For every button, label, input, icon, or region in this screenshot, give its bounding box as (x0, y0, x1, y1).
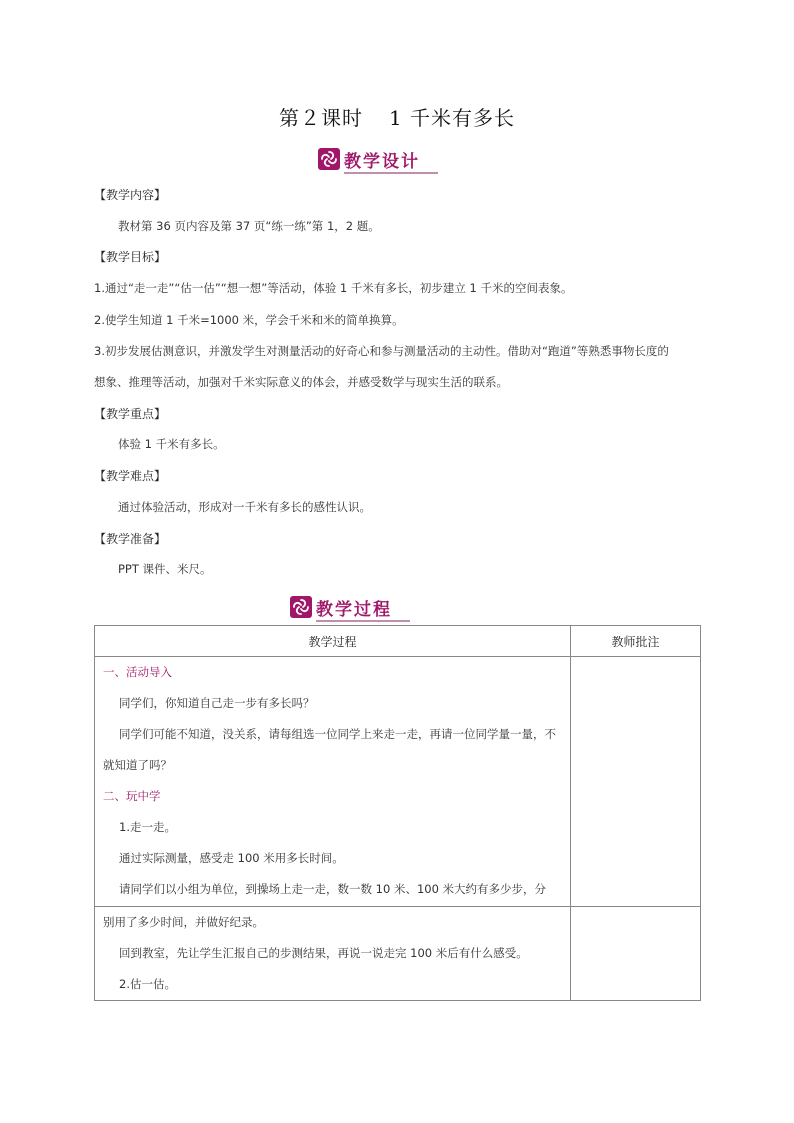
content-heading: 【教学内容】 (94, 188, 167, 202)
lesson-number: 第２课时 (278, 106, 363, 130)
text-line: 同学们，你知道自己走一步有多长吗？ (119, 696, 315, 710)
banner-underline (316, 620, 410, 622)
preparation-text: PPT 课件、米尺。 (118, 562, 212, 576)
banner-title: 教学过程 (316, 599, 392, 620)
banner-teaching-process (290, 594, 410, 620)
difficulty-heading: 【教学难点】 (94, 469, 167, 483)
table-row (95, 907, 701, 1001)
text-line: 就知道了吗？ (103, 758, 172, 772)
lesson-title (0, 102, 794, 131)
text-line: 同学们可能不知道，没关系，请每组选一位同学上来走一走，再请一位同学量一量，不 (119, 727, 556, 741)
table-header-row (95, 626, 701, 657)
section-heading-intro: 一、活动导入 (103, 665, 172, 679)
key-points-text: 体验 1 千米有多长。 (118, 437, 225, 451)
process-cell (95, 907, 571, 1001)
goal-2: 2.使学生知道 1 千米=1000 米，学会千米和米的简单换算。 (94, 313, 404, 327)
text-line: 1.走一走。 (119, 820, 176, 834)
text-line: 请同学们以小组为单位，到操场上走一走，数一数 10 米、100 米大约有多少步，分 (119, 882, 547, 896)
process-cell (95, 657, 571, 907)
teacher-notes-cell (571, 907, 701, 1001)
teacher-notes-cell (571, 657, 701, 907)
header-teacher-notes: 教师批注 (571, 626, 701, 657)
goal-1: 1.通过“走一走”“估一估”“想一想”等活动，体验 1 千米有多长，初步建立 1 千米的空间表象。 (94, 281, 573, 295)
text-line: 回到教室，先让学生汇报自己的步测结果，再说一说走完 100 米后有什么感受。 (119, 946, 528, 960)
text-line: 别用了多少时间，并做好纪录。 (103, 915, 264, 929)
difficulty-text: 通过体验活动，形成对一千米有多长的感性认识。 (118, 500, 371, 514)
goals-heading: 【教学目标】 (94, 250, 167, 264)
goal-3-line-1: 3.初步发展估测意识，并激发学生对测量活动的好奇心和参与测量活动的主动性。借助对“跑道”等熟悉事物长度的 (94, 344, 669, 358)
process-table (94, 625, 701, 1001)
swirl-logo-icon (318, 148, 340, 170)
lesson-topic: 1 千米有多长 (388, 106, 516, 130)
preparation-heading: 【教学准备】 (94, 532, 167, 546)
key-points-heading: 【教学重点】 (94, 407, 167, 421)
banner-title: 教学设计 (344, 151, 420, 172)
content-text: 教材第 36 页内容及第 37 页“练一练”第 1，2 题。 (118, 219, 380, 233)
header-process: 教学过程 (95, 626, 571, 657)
goal-3-line-2: 想象、推理等活动，加强对千米实际意义的体会，并感受数学与现实生活的联系。 (94, 375, 508, 389)
table-row (95, 657, 701, 907)
text-line: 2.估一估。 (119, 977, 176, 991)
swirl-logo-icon (290, 596, 312, 618)
banner-teaching-design (318, 146, 438, 172)
banner-underline (344, 172, 438, 174)
section-heading-play: 二、玩中学 (103, 789, 161, 803)
text-line: 通过实际测量，感受走 100 米用多长时间。 (119, 851, 344, 865)
